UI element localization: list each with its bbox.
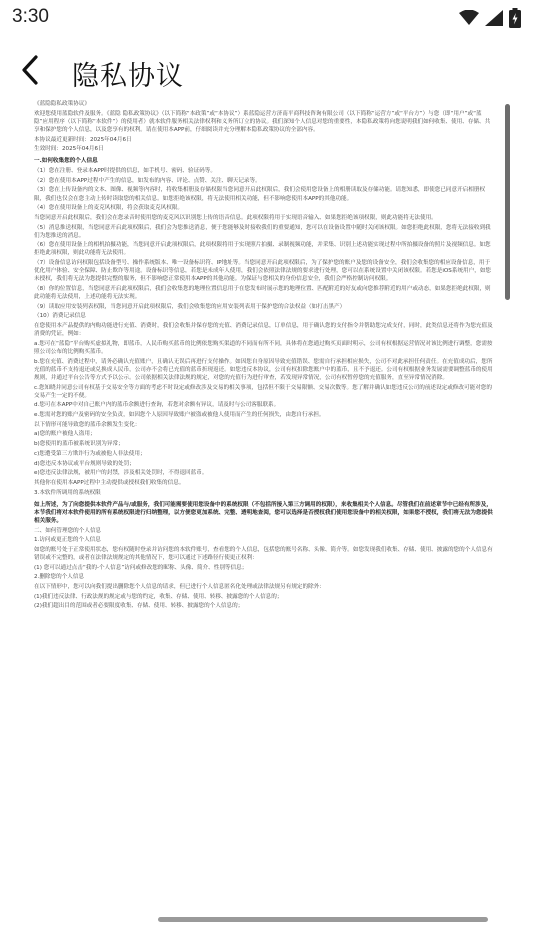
policy-paragraph: 《蓝隐隐私政策协议》 (34, 101, 90, 107)
policy-paragraph: a)您的账户被他人盗用； (34, 431, 96, 438)
status-time: 3:30 (12, 6, 49, 27)
policy-paragraph: （5）消息推送权限，当您同意开启此项权限后，我们会为您推送消息，便于您能够及时接收我们的重要通知，您可以在设备设置中随时关闭该权限。如您拒绝此权限，您将无法接收到我们为您推送的消息。 (34, 224, 491, 239)
policy-paragraph: d.您可在本APP中对自己账户内的蓝币余额进行查询，若您对余额有异议，请及时与公司客服联系。 (34, 402, 280, 409)
privacy-policy-content[interactable] (34, 100, 494, 930)
policy-paragraph: 如您的账号处于正常使用状态，您有权随时登录并访问您的本软件账号，查看您的个人信息，包括您的账号名称、头像、简介等。如您发现我们收集、存储、使用、披露的您的个人信息有错误或不完整的，或者在法律法规规定的其他情况下，您可以通过下述路径行使更正权利： (34, 546, 493, 561)
policy-paragraph: 欢迎您使用蓝隐软件及服务。《蓝隐 隐私政策协议》（以下简称“本政策”或“本协议”）系蓝隐运营方济南平商科技咨询有限公司（以下简称“运营方”或“平台方”）与您（即“用户”或“蓝隐”应用程序（以下简称“本软件”）的使用者）就本软件服务相关法律权利和义务所订立的协议。我们深知个人信息对您的重要性，本隐私政策将向您说明我们如何收集、使用、存储、共享和保护您的个人信息，以及您享有的权利。请在使用本APP前，仔细阅读并充分理解本隐私政策协议的全部内容。 (34, 110, 491, 133)
policy-paragraph: c.您知晓并同意公司有权基于交易安全等方面的考虑不时设定或修改涉及交易的相关事项，包括但不限于交易限额、交易次数等。您了解并确认如您违反公司的前述设定或修改可能对您的交易产生一定的不便。 (34, 384, 492, 399)
chevron-left-icon (14, 73, 50, 92)
policy-paragraph: （9）读取应用安装列表权限，当您同意开启此项权限后，我们会收集您的应用安装列表用于保护您的合法权益（如打击黑产） (34, 303, 346, 310)
app-header (0, 44, 535, 100)
policy-paragraph: 其他你在使用本APP过程中主动提供或授权我们收集的信息。 (34, 479, 185, 486)
policy-paragraph: 在以下情形中，您可以向我们提出删除您个人信息的请求，但已进行个人信息匿名化处理或法律法规另有规定的除外： (34, 584, 325, 591)
policy-paragraph: a.您可在“蓝隐”平台购买虚拟礼物，即蓝币，人民币购买蓝币的比例依您购买渠道的不同而有所不同，具体将在您通过购买页面时明示，公司有权根据运营情况对该比例进行调整，您需按照公司公布的比例购买蓝币。 (34, 340, 493, 356)
policy-paragraph: （7）设备信息访问权限包括设备型号、操作系统版本、唯一设备标识符、IP地址等。当您同意开启此项权限后，为了保护您的账户及您的设备安全，我们会收集您的相应设备信息，用于优化用户体验、安全保障、防止欺诈等用途。设备标识等信息，若您是未成年人使用，我们会依照法律法规的要求进行处理，您可以在系统设置中关闭该权限。若您是iOS系统用户，如您未授权，我们将无法为您提供完整的服务，但不影响您正常使用本APP的其他功能。为保证与您相关的身份信息安全，我们会严格控制访问权限。 (34, 260, 492, 283)
policy-paragraph: e.您需对您的账户及密码的安全负责，如因您个人原因导致账户被盗或被他人使用而产生的任何损失，由您自行承担。 (34, 412, 325, 419)
policy-paragraph: (1) 您可以通过点击“我的-个人信息”访问或修改您的昵称、头像、简介、性别等信息； (34, 564, 248, 571)
section-heading: 一.如何收集您的个人信息 (34, 158, 98, 165)
policy-paragraph: 1.访问或更正您的个人信息 (34, 537, 101, 544)
home-indicator[interactable] (158, 917, 488, 922)
back-button[interactable] (14, 52, 50, 88)
policy-paragraph: b.您在充值、消费过程中，请务必确认充值账户，且确认无误后再进行支付操作。如因您自身原因导致充值错误、您需自行承担相应损失，公司不对此承担任何责任。在充值成功后，您所充值的蓝币不支持退还或兑换成人民币，公司亦不会将已充值的蓝币折现返还。如您违反本协议，公司有权扣除您账户中的蓝币，且不予退还。公司有权根据业务发展需要调整蓝币的使用规则，并通过平台公告等方式予以公示。公司依据相关法律法规的规定，对您的充值行为进行审查，若发现异常情况，公司有权暂停您的充值服务，直至异常情况消除。 (34, 358, 493, 381)
policy-paragraph: 二、如何管理您的个人信息 (34, 527, 102, 534)
page-title: 隐私协议 (72, 61, 184, 92)
policy-paragraph: （3）您在上传设备内的文本、图像、视频等内容时，将收集相册及存储权限当您同意开启此权限后，我们会使用您设备上的相册读取及存储功能。请您知悉，即使您已同意开启相册权限，我们也仅会在您主动上传时读取您的相关信息。如您拒绝该权限，将无法使用相关功能，但不影响您使用本APP的其他功能。 (34, 187, 486, 202)
status-icons (459, 8, 521, 32)
policy-paragraph: （10）消费记录信息 (34, 313, 86, 320)
policy-paragraph: （6）您在使用设备上的相机拍摄功能，当您同意开启此项权限后，此项权限将用于实现照片拍摄、录制视频功能，并采集、识别上述功能实现过程中所拍摄设备的照片及视频信息。如您拒绝此项权限，则此功能将无法使用。 (34, 242, 491, 257)
policy-paragraph: b)您使用的蓝币被系统识别为异常； (34, 441, 124, 448)
battery-icon (509, 8, 521, 32)
policy-paragraph: （1）您在注册、登录本APP时提供的信息，如手机号、密码、验证码等。 (34, 168, 216, 175)
policy-paragraph: 生效时间：2025年04月6日 (34, 146, 104, 153)
policy-paragraph: （8）你的位置信息，当您同意开启此项权限后，我们会收集您的地理位置信息用于在您发布时展示您的地理位置、匹配附近的好友或向您推荐附近的用户或动态，如果您拒绝此权限，则此功能将无法使用，上述功能将无法实现。 (34, 286, 491, 301)
policy-paragraph: 在您使用本产品提供的内购功能进行充值、消费时，我们会收集并保存您的充值、消费记录信息，订单信息，用于确认您的支付指令并帮助您完成支付，同时，此类信息还将作为您充值及消费的凭证，例如： (34, 323, 493, 338)
policy-paragraph: (2)我们超出目的范围或者必要限度收集、存储、使用、转移、披露您的个人信息的； (34, 603, 244, 610)
policy-paragraph: (1)我们违反法律、行政法规的规定或与您的约定，收集、存储、使用、转移、披露您的个人信息的； (34, 593, 283, 600)
policy-paragraph: （4）您在使用设备上的麦克风权限，将会获取麦克风权限。 (34, 205, 183, 212)
policy-paragraph: 当您同意开启此权限后，我们会在您录音时使用您的麦克风以识别您上传的语音信息。此项权限将用于实现语音输入、如果您拒绝该项权限，则此功能将无法使用。 (34, 214, 437, 221)
policy-paragraph: d)您违反本协议或平台规则导致的处罚； (34, 460, 135, 467)
wifi-icon (459, 10, 479, 30)
scrollbar[interactable] (505, 104, 510, 300)
policy-paragraph: c)您遭受第三方欺诈行为或被他人非法使用； (34, 450, 146, 457)
signal-icon (485, 10, 503, 30)
policy-paragraph: 3.本软件所调用的系统权限 (34, 489, 101, 496)
policy-paragraph: 本协议最近更新时间：2025年04月6日 (34, 136, 132, 143)
section-heading: 如上所述，为了向您提供本软件产品与/或服务，我们可能需要使用您设备中的系统权限（不包括所接入第三方调用的权限），来收集相关个人信息。尽管我们在前述章节中已经有所涉及，本节我们将对本软件使用的所有系统权限进行归纳整理，以方便您更加系统、完整、透明地查阅，您可以选择是否授权我们使用您设备中的相关权限，如果您不授权，我们将无法为您提供相关服务。 (34, 501, 493, 524)
policy-paragraph: 2.删除您的个人信息 (34, 574, 85, 581)
status-bar (0, 0, 535, 36)
policy-paragraph: 以下情形可能导致您的蓝币余额发生变化： (34, 421, 141, 428)
policy-paragraph: （2）您在使用本APP过程中产生的信息，如发布的内容、评论、点赞、关注、聊天记录等。 (34, 177, 261, 184)
policy-paragraph: e)您违反法律法规，被用户的封禁，涉及相关处罚时，不得退回蓝币。 (34, 470, 208, 477)
